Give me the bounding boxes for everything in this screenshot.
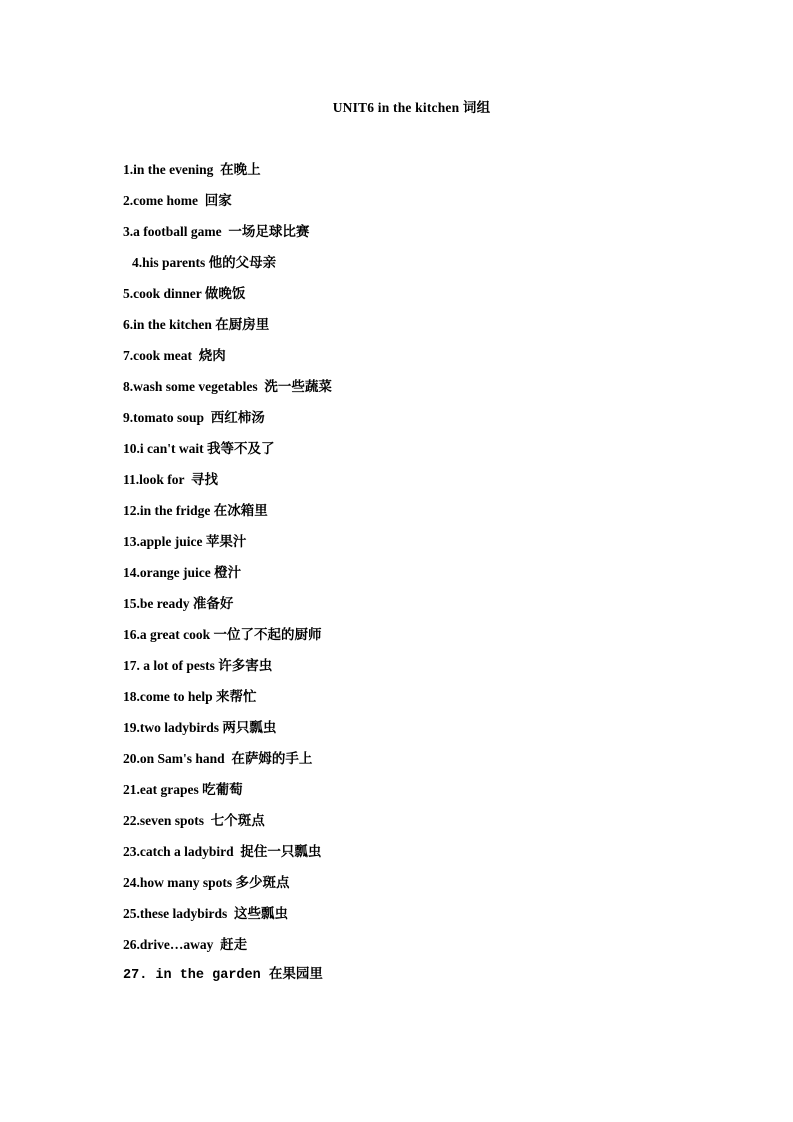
list-item: 3.a football game 一场足球比赛 xyxy=(123,224,310,239)
list-item: 23.catch a ladybird 捉住一只瓢虫 xyxy=(123,844,322,859)
list-item: 27. in the garden 在果园里 xyxy=(123,968,323,983)
list-item: 7.cook meat 烧肉 xyxy=(123,348,226,363)
list-item: 8.wash some vegetables 洗一些蔬菜 xyxy=(123,379,332,394)
list-item: 10.i can't wait 我等不及了 xyxy=(123,441,275,456)
list-item: 15.be ready 准备好 xyxy=(123,596,234,611)
list-item: 25.these ladybirds 这些瓢虫 xyxy=(123,906,289,921)
list-item: 17. a lot of pests 许多害虫 xyxy=(123,658,273,673)
list-item: 24.how many spots 多少斑点 xyxy=(123,875,290,890)
list-item: 20.on Sam's hand 在萨姆的手上 xyxy=(123,751,313,766)
list-item: 16.a great cook 一位了不起的厨师 xyxy=(123,627,322,642)
list-item: 11.look for 寻找 xyxy=(123,472,219,487)
list-item: 6.in the kitchen 在厨房里 xyxy=(123,317,270,332)
page-title: UNIT6 in the kitchen 词组 xyxy=(332,100,491,115)
phrase-list xyxy=(0,116,793,991)
list-item: 13.apple juice 苹果汁 xyxy=(123,534,247,549)
list-item: 19.two ladybirds 两只瓢虫 xyxy=(123,720,277,735)
list-item: 22.seven spots 七个斑点 xyxy=(123,813,265,828)
list-item: 21.eat grapes 吃葡萄 xyxy=(123,782,243,797)
list-item: 26.drive…away 赶走 xyxy=(123,937,248,952)
list-item: 1.in the evening 在晚上 xyxy=(123,162,261,177)
list-item: 12.in the fridge 在冰箱里 xyxy=(123,503,268,518)
list-item: 5.cook dinner 做晚饭 xyxy=(123,286,246,301)
list-item: 9.tomato soup 西红柿汤 xyxy=(123,410,265,425)
list-item: 4.his parents 他的父母亲 xyxy=(132,255,277,270)
list-item: 2.come home 回家 xyxy=(123,193,232,208)
list-item: 14.orange juice 橙汁 xyxy=(123,565,242,580)
list-item: 18.come to help 来帮忙 xyxy=(123,689,257,704)
